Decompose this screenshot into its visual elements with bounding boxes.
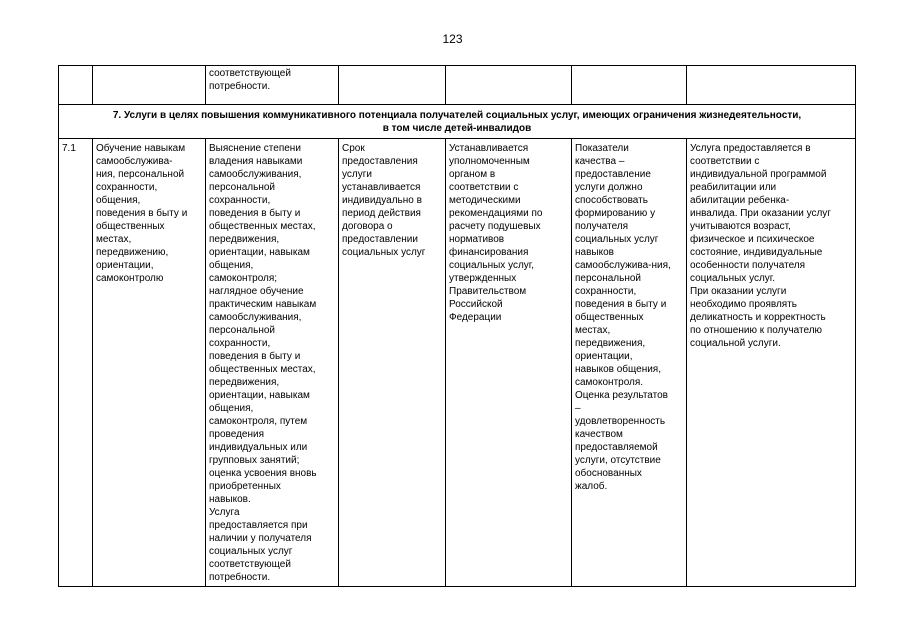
service-quality-cell: Показатели качества – предоставление услуги должно способствовать формированию у получателя социальных услуг навыков самообслужива-ния, персональной сохранности, поведения в быту и общественных местах, передвижения, ориентации, навыков общения, самоконтроля. Оценка результатов – удовлетворенность качеством предоставляемой услуги, отсутствие обоснованных жалоб.: [572, 139, 687, 587]
empty-cell: [93, 66, 206, 105]
service-rate-cell: Устанавливается уполномоченным органом в соответствии с методическими рекомендациями по расчету подушевых нормативов финансирования социальных услуг, утвержденных Правительством Российской Федерации: [446, 139, 572, 587]
service-term-cell: Срок предоставления услуги устанавливается индивидуально в период действия договора о предоставлении социальных услуг: [339, 139, 446, 587]
services-table: [58, 65, 856, 587]
continuation-row: [59, 66, 856, 105]
continuation-description-cell: соответствующей потребности.: [206, 66, 339, 105]
service-description-cell: Выяснение степени владения навыками самообслуживания, персональной сохранности, поведения в быту и общественных местах, передвижения, ориентации, навыкам общения, самоконтроля; наглядное обучение практическим навыкам самообслуживания, персональной сохранности, поведения в быту и общественных местах, передвижения, ориентации, навыкам общения, самоконтроля, путем проведения индивидуальных или групповых занятий; оценка усвоения вновь приобретенных навыков. Услуга предоставляется при наличии у получателя социальных услуг соответствующей потребности.: [206, 139, 339, 587]
service-name-cell: Обучение навыкам самообслужива- ния, персональной сохранности, общения, поведения в быту и общественных местах, передвижению, ориентации, самоконтролю: [93, 139, 206, 587]
empty-cell: [572, 66, 687, 105]
service-row: [59, 139, 856, 587]
section-title: 7. Услуги в целях повышения коммуникативного потенциала получателей социальных услуг, имеющих ограничения жизнедеятельности, в том числе детей-инвалидов: [59, 105, 856, 139]
service-number-cell: 7.1: [59, 139, 93, 587]
empty-cell: [59, 66, 93, 105]
page-number: 123: [442, 32, 463, 46]
empty-cell: [687, 66, 856, 105]
empty-cell: [339, 66, 446, 105]
service-conditions-cell: Услуга предоставляется в соответствии с индивидуальной программой реабилитации или абилитации ребенка- инвалида. При оказании услуг учитываются возраст, физическое и психическое состояние, индивидуальные особенности получателя социальных услуг. При оказании услуги необходимо проявлять деликатность и корректность по отношению к получателю социальной услуги.: [687, 139, 856, 587]
empty-cell: [446, 66, 572, 105]
section-row: [59, 105, 856, 139]
